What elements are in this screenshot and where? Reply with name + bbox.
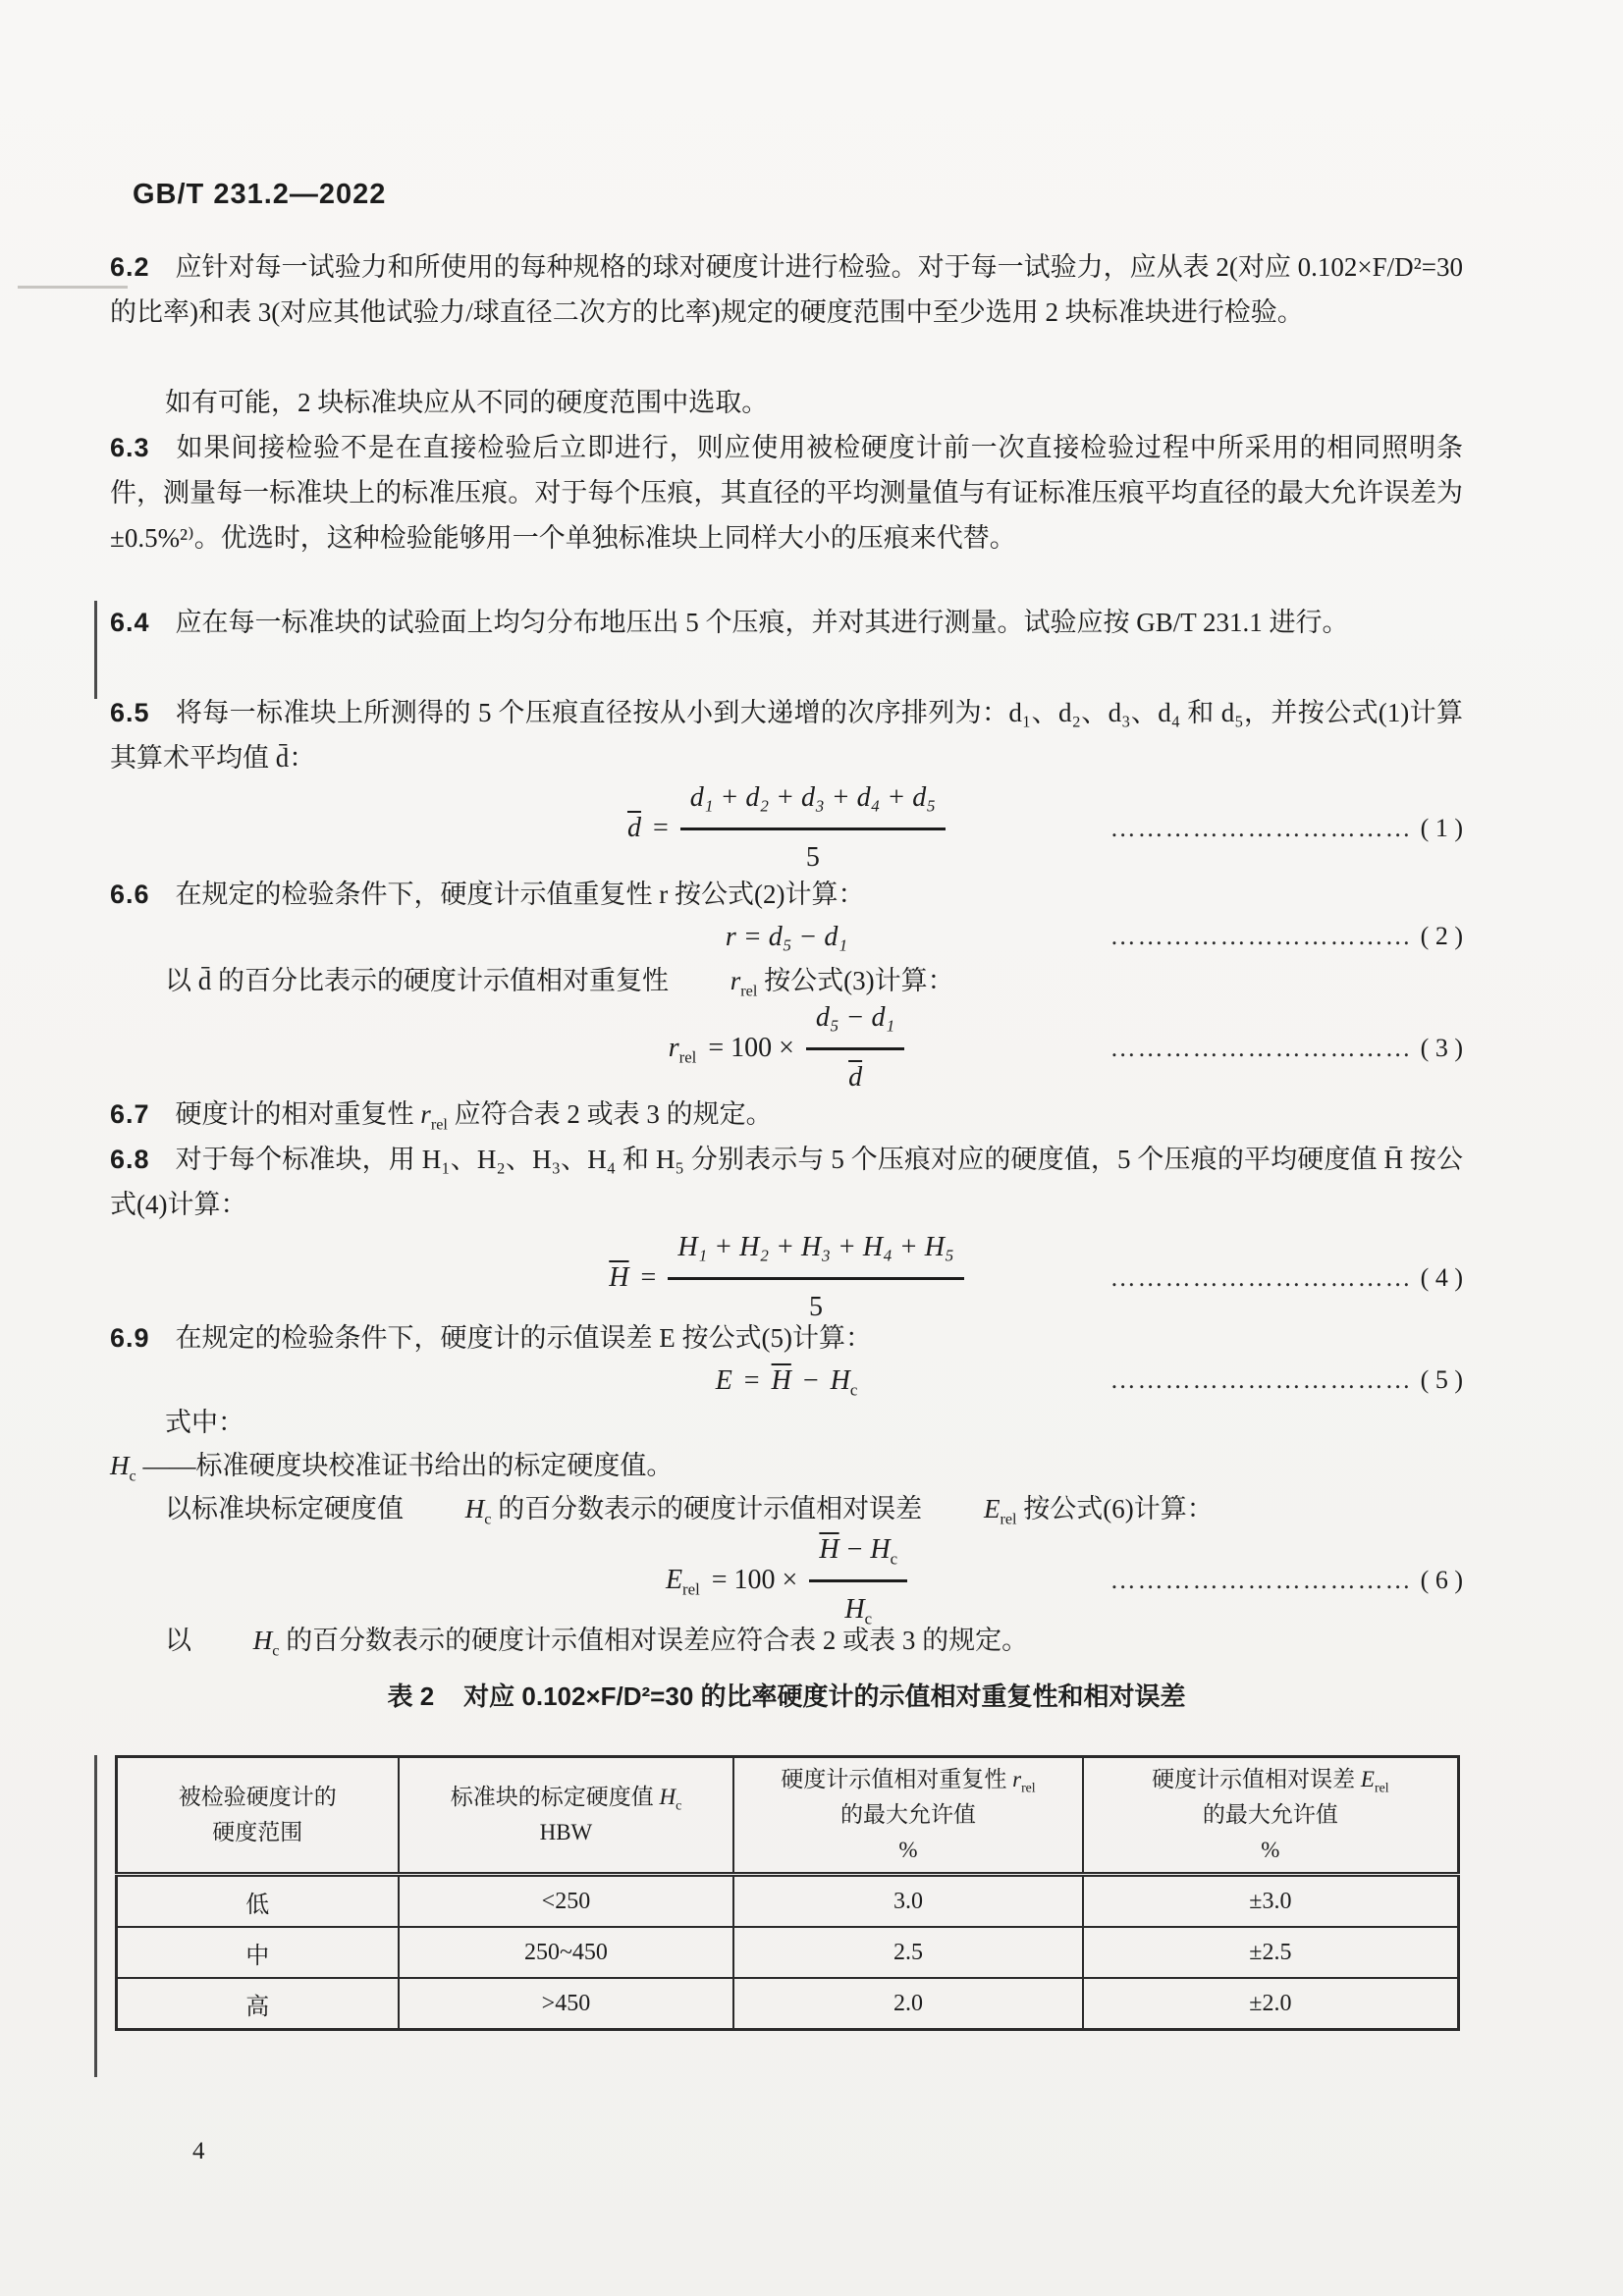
- numerator: d₅ − d₁: [815, 1002, 895, 1033]
- subscript: rel: [682, 1579, 700, 1599]
- table-title-text: 对应 0.102×F/D²=30 的比率硬度计的示值相对重复性和相对误差: [463, 1682, 1186, 1711]
- header-line: [734, 1762, 1081, 1797]
- cell-range: 高: [117, 1978, 399, 2030]
- h-c-variable: [410, 1486, 492, 1531]
- formula-2-body: [726, 915, 847, 960]
- standard-number-header: GB/T 231.2—2022: [133, 179, 387, 210]
- formula-6: [110, 1527, 1463, 1632]
- formula-6-body: [666, 1527, 907, 1632]
- r-rel-variable: [420, 1092, 448, 1137]
- clause-6-2-note: [110, 380, 1463, 425]
- e-rel-variable: [1361, 1762, 1389, 1797]
- clause-number: 6.9: [110, 1323, 150, 1353]
- clause-text: 如果间接检验不是在直接检验后立即进行，则应使用被检硬度计前一次直接检验过程中所采用的相同照明条件，测量每一标准块上的标准压痕。对于每个压痕，其直径的平均测量值与有证标准压痕平均直径的最大允许误差为±0.5%²⁾。优选时，这种检验能够用一个单独标准块上同样大小的压痕来代替。: [110, 433, 1463, 553]
- dot-leader: ……………………………: [1109, 1262, 1413, 1292]
- subscript: c: [272, 1641, 280, 1660]
- subscript: rel: [740, 982, 758, 1000]
- subscript: rel: [1021, 1780, 1036, 1795]
- clause-6-9-closing: [110, 1618, 1463, 1663]
- clause-text: ——标准硬度块校准证书给出的标定硬度值。: [135, 1451, 674, 1480]
- header-line: HBW: [539, 1820, 593, 1844]
- clause-text: 将每一标准块上所测得的 5 个压痕直径按从小到大递增的次序排列为：d₁、d₂、d₃、d₄ 和 d₅，并按公式(1)计算其算术平均值 d̄：: [110, 698, 1463, 773]
- clause-number: 6.4: [110, 608, 150, 637]
- subscript: rel: [1000, 1510, 1017, 1528]
- minus-sign: −: [846, 1534, 863, 1565]
- formula-1: [110, 775, 1463, 881]
- subscript: c: [864, 1609, 873, 1629]
- equals-100x: = 100 ×: [708, 1032, 794, 1063]
- dot-leader: ……………………………: [1109, 921, 1413, 950]
- table-label: 表 2: [387, 1682, 435, 1711]
- formula-expression: r = d₅ − d₁: [725, 921, 848, 952]
- variable: H: [844, 1594, 865, 1625]
- subscript: rel: [430, 1115, 448, 1134]
- clause-6-9: [110, 1315, 1463, 1361]
- header-relative-error: [1083, 1757, 1459, 1875]
- variable: E: [665, 1564, 683, 1595]
- cell-range: 中: [117, 1927, 399, 1978]
- table-2: [115, 1755, 1460, 2031]
- formula-2: [110, 913, 1463, 960]
- formula-3-body: [669, 995, 905, 1100]
- clause-text: 应符合表 2 或表 3 的规定。: [447, 1099, 773, 1129]
- r-rel-variable: [1012, 1762, 1036, 1797]
- header-line: [400, 1780, 733, 1815]
- clause-text: 式中：: [165, 1408, 244, 1437]
- clause-6-4: [110, 600, 1463, 645]
- table-header-row: [117, 1757, 1459, 1875]
- header-line: %: [898, 1838, 918, 1862]
- variable: r: [1012, 1767, 1022, 1791]
- header-calibrated-hardness: [399, 1757, 734, 1875]
- header-relative-repeatability: [733, 1757, 1082, 1875]
- table-2-title: [110, 1677, 1463, 1713]
- subscript: c: [484, 1510, 492, 1528]
- h-bar-variable: $\overline{H}$: [819, 1534, 839, 1565]
- subscript: c: [129, 1467, 136, 1485]
- table-row: [117, 1875, 1459, 1928]
- dot-leader: ……………………………: [1109, 1364, 1413, 1394]
- denominator-d-bar: d: [848, 1062, 863, 1093]
- variable: H: [659, 1785, 676, 1809]
- clause-6-9-note: [110, 1486, 1463, 1531]
- clause-text: 以标准块标定硬度值: [165, 1494, 410, 1523]
- fraction: [668, 1225, 963, 1330]
- cell-error: ±2.0: [1083, 1978, 1459, 2030]
- denominator: 5: [805, 842, 820, 873]
- clause-6-7: [110, 1092, 1463, 1137]
- formula-number: ( 6 ): [1420, 1565, 1463, 1594]
- clause-6-2: [110, 244, 1463, 335]
- subscript: c: [890, 1549, 898, 1569]
- h-bar-variable: $\overline{H}$: [609, 1261, 629, 1293]
- formula-5: [110, 1357, 1463, 1404]
- numerator: d₁ + d₂ + d₃ + d₄ + d₅: [689, 782, 937, 813]
- clause-number: 6.5: [110, 698, 150, 727]
- dot-leader: ……………………………: [1109, 1033, 1413, 1062]
- clause-number: 6.6: [110, 880, 150, 909]
- table-row: [117, 1927, 1459, 1978]
- clause-text: 以 d̄ 的百分比表示的硬度计示值相对重复性: [165, 966, 676, 995]
- header-line: [1084, 1762, 1457, 1797]
- variable: H: [110, 1451, 130, 1480]
- variable: E: [1360, 1767, 1375, 1791]
- e-rel-variable: [666, 1558, 700, 1603]
- page-number: 4: [192, 2138, 205, 2164]
- clause-text: 硬度计的相对重复性: [175, 1099, 421, 1129]
- cell-repeatability: 2.0: [733, 1978, 1082, 2030]
- clause-number: 6.7: [110, 1099, 150, 1129]
- header-line: 的最大允许值: [1202, 1802, 1338, 1827]
- formula-3: [110, 995, 1463, 1100]
- formula-6-leader: [1110, 1558, 1463, 1603]
- variable: H: [870, 1534, 891, 1565]
- formula-1-body: [627, 775, 946, 881]
- e-variable: E: [715, 1364, 732, 1396]
- clause-text: 按公式(3)计算：: [757, 966, 954, 995]
- clause-text: 按公式(6)计算：: [1016, 1494, 1214, 1523]
- r-rel-variable: [669, 1026, 697, 1071]
- e-rel-variable: [929, 1486, 1017, 1531]
- variable: H: [252, 1626, 273, 1655]
- clause-text: 如有可能，2 块标准块应从不同的硬度范围中选取。: [165, 388, 769, 417]
- formula-number: ( 1 ): [1420, 813, 1463, 842]
- subscript: rel: [678, 1047, 697, 1067]
- clause-number: 6.8: [110, 1145, 150, 1174]
- cell-hardness: >450: [399, 1978, 734, 2030]
- dot-leader: ……………………………: [1109, 813, 1413, 842]
- clause-6-3: [110, 425, 1463, 561]
- formula-5-leader: [1110, 1358, 1463, 1403]
- header-text: 硬度计示值相对重复性: [781, 1767, 1013, 1791]
- subscript: rel: [1374, 1780, 1389, 1795]
- variable: r: [668, 1032, 679, 1063]
- clause-text: 应针对每一试验力和所使用的每种规格的球对硬度计进行检验。对于每一试验力，应从表 2(对应 0.102×F/D²=30 的比率)和表 3(对应其他试验力/球直径二次方的比率)规定的硬度范围中至少选用 2 块标准块进行检验。: [110, 252, 1463, 327]
- header-hardness-range: [117, 1757, 399, 1875]
- equals-100x: = 100 ×: [711, 1564, 798, 1595]
- formula-4-body: [609, 1225, 963, 1330]
- variable: H: [464, 1494, 485, 1523]
- equals-sign: =: [640, 1261, 657, 1293]
- h-c-variable: [198, 1618, 280, 1663]
- clause-6-8: [110, 1137, 1463, 1227]
- variable: r: [730, 966, 741, 995]
- clause-text: 的百分数表示的硬度计示值相对误差: [491, 1494, 929, 1523]
- formula-number: ( 2 ): [1420, 921, 1463, 950]
- formula-number: ( 4 ): [1420, 1262, 1463, 1292]
- formula-1-leader: [1110, 806, 1463, 851]
- h-c-variable: [831, 1359, 858, 1404]
- numerator: H₁ + H₂ + H₃ + H₄ + H₅: [677, 1232, 954, 1262]
- fraction: [806, 995, 904, 1100]
- clause-6-6: [110, 872, 1463, 917]
- formula-3-leader: [1110, 1026, 1463, 1071]
- cell-range: 低: [117, 1875, 399, 1928]
- clause-text: 的百分数表示的硬度计示值相对误差应符合表 2 或表 3 的规定。: [279, 1626, 1029, 1655]
- denominator: 5: [809, 1292, 823, 1322]
- clause-number: 6.2: [110, 252, 150, 282]
- clause-text: 应在每一标准块的试验面上均匀分布地压出 5 个压痕，并对其进行测量。试验应按 GB/T 231.1 进行。: [175, 608, 1349, 637]
- header-line: 的最大允许值: [840, 1802, 977, 1827]
- h-c-variable: [110, 1443, 136, 1488]
- cell-error: ±3.0: [1083, 1875, 1459, 1928]
- header-line: 被检验硬度计的: [178, 1785, 337, 1809]
- fraction: [809, 1527, 907, 1632]
- cell-error: ±2.5: [1083, 1927, 1459, 1978]
- formula-2-leader: [1110, 914, 1463, 959]
- clause-text: 对于每个标准块，用 H₁、H₂、H₃、H₄ 和 H₅ 分别表示与 5 个压痕对应的硬度值，5 个压痕的平均硬度值 H̄ 按公式(4)计算：: [110, 1145, 1463, 1219]
- clause-text: 在规定的检验条件下，硬度计示值重复性 r 按公式(2)计算：: [175, 880, 865, 909]
- numerator: [809, 1527, 907, 1582]
- table-row: [117, 1978, 1459, 2030]
- dot-leader: ……………………………: [1109, 1565, 1413, 1594]
- formula-4-leader: [1110, 1255, 1463, 1301]
- cell-hardness: <250: [399, 1875, 734, 1928]
- clause-6-5: [110, 690, 1463, 780]
- equals-sign: =: [652, 812, 669, 843]
- formula-4: [110, 1225, 1463, 1330]
- cell-repeatability: 3.0: [733, 1875, 1082, 1928]
- clause-text: 在规定的检验条件下，硬度计的示值误差 E 按公式(5)计算：: [175, 1323, 873, 1353]
- equals-sign: =: [743, 1364, 760, 1396]
- hc-definition: [110, 1443, 1463, 1488]
- header-text: 硬度计示值相对误差: [1152, 1767, 1361, 1791]
- fraction: [680, 775, 946, 881]
- header-text: 标准块的标定硬度值: [450, 1785, 660, 1809]
- cell-hardness: 250~450: [399, 1927, 734, 1978]
- revision-change-bar: [94, 601, 97, 699]
- header-line: %: [1261, 1838, 1280, 1862]
- cell-repeatability: 2.5: [733, 1927, 1082, 1978]
- h-bar-variable: $\overline{H}$: [771, 1364, 791, 1396]
- revision-change-bar: [94, 1755, 97, 2077]
- subscript: c: [849, 1380, 858, 1400]
- variable: H: [830, 1364, 850, 1396]
- h-c-variable: [659, 1780, 681, 1815]
- minus-sign: −: [802, 1364, 819, 1396]
- formula-5-body: [716, 1359, 858, 1404]
- variable: r: [420, 1099, 431, 1129]
- where-label: [110, 1400, 1463, 1445]
- clause-text: 以: [165, 1626, 198, 1655]
- formula-number: ( 3 ): [1420, 1033, 1463, 1062]
- d-bar-variable: $\overline{d}$: [626, 812, 641, 843]
- clause-number: 6.3: [110, 433, 150, 462]
- subscript: c: [676, 1797, 682, 1813]
- variable: E: [983, 1494, 1001, 1523]
- header-line: 硬度范围: [212, 1820, 303, 1844]
- formula-number: ( 5 ): [1420, 1364, 1463, 1394]
